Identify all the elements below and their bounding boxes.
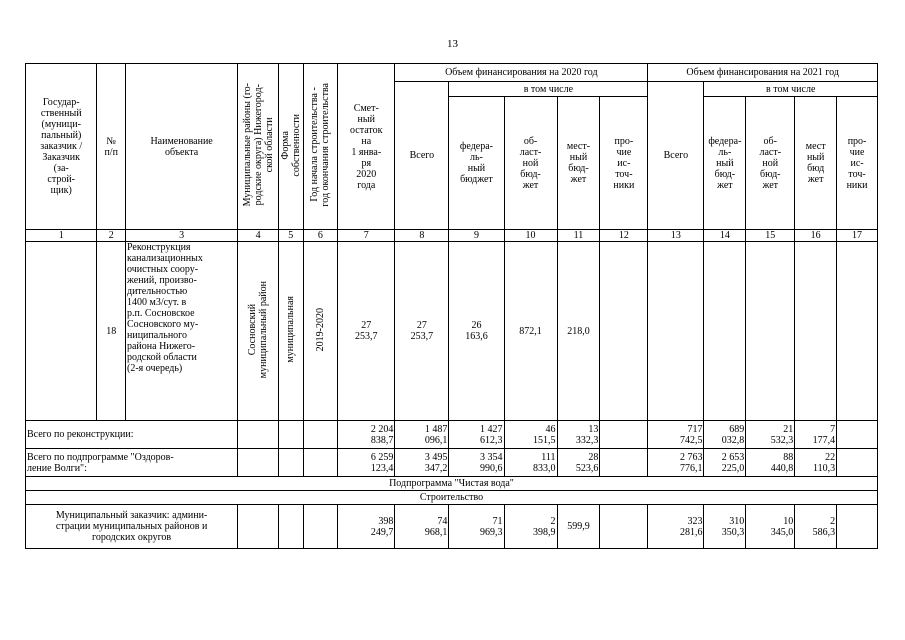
row18-ownership xyxy=(279,242,303,421)
municipal-federal-2021: 310 350,3 xyxy=(704,505,746,549)
col-number: 14 xyxy=(704,230,746,242)
row18-local-2021 xyxy=(795,242,837,421)
header-fin-2020: Объем финансирования на 2020 год xyxy=(395,64,648,82)
municipal-total-2020: 74 968,1 xyxy=(395,505,449,549)
total-subprogram-regional-2020: 111 833,0 xyxy=(504,449,557,477)
row18-balance: 27 253,7 xyxy=(338,242,395,421)
header-federal-2021: федера- ль- ный бюд- жет xyxy=(704,97,746,230)
municipal-regional-2021: 10 345,0 xyxy=(746,505,795,549)
table-row xyxy=(26,421,878,449)
row18-years-text: 2019-2020 xyxy=(314,307,326,352)
total-subprogram-federal-2021: 2 653 225,0 xyxy=(704,449,746,477)
col-number: 8 xyxy=(395,230,449,242)
column-numbers-row xyxy=(26,230,878,242)
row18-num: 18 xyxy=(97,242,126,421)
table-row xyxy=(26,491,878,505)
header-ownership-text: Форма собственности xyxy=(280,113,303,177)
col-number: 7 xyxy=(338,230,395,242)
header-customer: Государ- ственный (муници- пальный) заказчик / Заказчик (за- строй- щик) xyxy=(26,64,97,230)
subprogram-title: Подпрограмма "Чистая вода" xyxy=(26,477,878,491)
header-regional-2020: об- ласт- ной бюд- жет xyxy=(504,97,557,230)
total-subprogram-federal-2020: 3 354 990,6 xyxy=(449,449,504,477)
header-local-2020: мест- ный бюд- жет xyxy=(557,97,600,230)
total-reconstruction-regional-2020: 46 151,5 xyxy=(504,421,557,449)
header-other-2020: про- чие ис- точ- ники xyxy=(600,97,648,230)
row18-other-2020 xyxy=(600,242,648,421)
header-districts-text: Муниципальные районы (го- родские округа) Нижегород- ской области xyxy=(241,83,275,207)
col-number: 5 xyxy=(279,230,303,242)
row18-total-2021 xyxy=(648,242,704,421)
header-num: № п/п xyxy=(97,64,126,230)
total-reconstruction-local-2020: 13 332,3 xyxy=(557,421,600,449)
row18-federal-2020: 26 163,6 xyxy=(449,242,504,421)
row18-customer xyxy=(26,242,97,421)
row18-total-2020: 27 253,7 xyxy=(395,242,449,421)
header-other-2021: про- чие ис- точ- ники xyxy=(837,97,878,230)
total-reconstruction-total-2021: 717 742,5 xyxy=(648,421,704,449)
col-number: 1 xyxy=(26,230,97,242)
total-subprogram-local-2020: 28 523,6 xyxy=(557,449,600,477)
total-subprogram-balance: 6 259 123,4 xyxy=(338,449,395,477)
municipal-local-2020: 599,9 xyxy=(557,505,600,549)
total-subprogram-regional-2021: 88 440,8 xyxy=(746,449,795,477)
col-number: 13 xyxy=(648,230,704,242)
row18-federal-2021 xyxy=(704,242,746,421)
row18-regional-2021 xyxy=(746,242,795,421)
financing-table xyxy=(25,63,878,549)
municipal-local-2021: 2 586,3 xyxy=(795,505,837,549)
row18-local-2020: 218,0 xyxy=(557,242,600,421)
header-fin-2021: Объем финансирования на 2021 год xyxy=(648,64,878,82)
municipal-federal-2020: 71 969,3 xyxy=(449,505,504,549)
municipal-regional-2020: 2 398,9 xyxy=(504,505,557,549)
table-row xyxy=(26,477,878,491)
header-including-2020: в том числе xyxy=(449,82,648,97)
col-number: 15 xyxy=(746,230,795,242)
col-number: 11 xyxy=(557,230,600,242)
row18-ownership-text: муниципальная xyxy=(285,296,297,363)
row18-other-2021 xyxy=(837,242,878,421)
total-reconstruction-total-2020: 1 487 096,1 xyxy=(395,421,449,449)
total-subprogram-local-2021: 22 110,3 xyxy=(795,449,837,477)
col-number: 10 xyxy=(504,230,557,242)
header-object-name: Наименование объекта xyxy=(125,64,237,230)
total-reconstruction-balance: 2 204 838,7 xyxy=(338,421,395,449)
total-reconstruction-federal-2020: 1 427 612,3 xyxy=(449,421,504,449)
col-number: 2 xyxy=(97,230,126,242)
col-number: 6 xyxy=(303,230,338,242)
table-row xyxy=(26,505,878,549)
page-number: 13 xyxy=(447,38,458,50)
row18-regional-2020: 872,1 xyxy=(504,242,557,421)
col-number: 3 xyxy=(125,230,237,242)
header-total-2020: Всего xyxy=(395,82,449,230)
col-number: 4 xyxy=(238,230,279,242)
header-federal-2020: федера- ль- ный бюджет xyxy=(449,97,504,230)
total-reconstruction-federal-2021: 689 032,8 xyxy=(704,421,746,449)
row18-district xyxy=(238,242,279,421)
header-regional-2021: об- ласт- ной бюд- жет xyxy=(746,97,795,230)
total-subprogram-total-2020: 3 495 347,2 xyxy=(395,449,449,477)
col-number: 12 xyxy=(600,230,648,242)
construction-title: Строительство xyxy=(26,491,878,505)
header-including-2021: в том числе xyxy=(704,82,878,97)
col-number: 16 xyxy=(795,230,837,242)
table-row xyxy=(26,449,878,477)
municipal-balance: 398 249,7 xyxy=(338,505,395,549)
total-reconstruction-label: Всего по реконструкции: xyxy=(26,421,238,449)
total-reconstruction-regional-2021: 21 532,3 xyxy=(746,421,795,449)
row18-years xyxy=(303,242,338,421)
header-districts xyxy=(238,64,279,230)
total-reconstruction-local-2021: 7 177,4 xyxy=(795,421,837,449)
row18-object-name: Реконструкция канализационных очистных соору- жений, произво- дительностью 1400 м3/сут. в р.п. Сосновское Сосновского му- ниципального района Нижего- родской области (2-я очередь) xyxy=(125,242,237,421)
header-balance: Смет- ный остаток на 1 янва- ря 2020 года xyxy=(338,64,395,230)
municipal-customer-label: Муниципальный заказчик: админи- страции муниципальных районов и городских округов xyxy=(26,505,238,549)
row18-district-text: Сосновский муниципальный район xyxy=(247,280,270,379)
table-row xyxy=(26,242,878,421)
total-subprogram-label: Всего по подпрограмме "Оздоров- ление Волги": xyxy=(26,449,238,477)
header-ownership xyxy=(279,64,303,230)
header-local-2021: мест ный бюд жет xyxy=(795,97,837,230)
col-number: 17 xyxy=(837,230,878,242)
municipal-total-2021: 323 281,6 xyxy=(648,505,704,549)
header-total-2021: Всего xyxy=(648,82,704,230)
total-subprogram-total-2021: 2 763 776,1 xyxy=(648,449,704,477)
col-number: 9 xyxy=(449,230,504,242)
header-years xyxy=(303,64,338,230)
header-years-text: Год начала строительства - год окончания строительства xyxy=(309,83,332,207)
